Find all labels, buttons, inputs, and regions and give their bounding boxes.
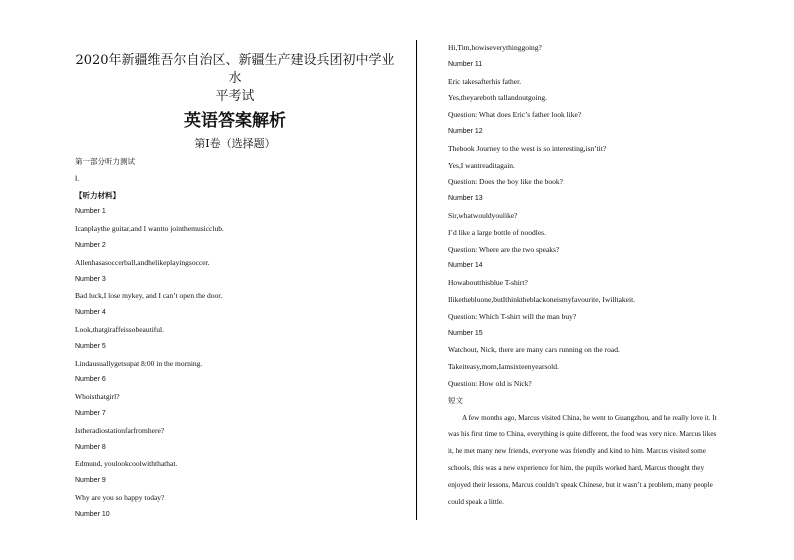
transcript-line: Whoisthatgirl? [75, 392, 120, 402]
transcript-line: Eric takesafterhis father. [448, 76, 522, 86]
transcript-line: Bad luck,I lose mykey, and I can’t open the door. [75, 291, 223, 301]
transcript-line: Question: Where are the two speaks? [448, 244, 560, 254]
question-number: Number 8 [75, 443, 106, 451]
transcript-line: 短文 [448, 395, 463, 405]
transcript-line: Istheradiostationfarfromhere? [75, 425, 165, 435]
transcript-line: 【听力材料】 [75, 190, 120, 200]
transcript-line: Lindausuallygetsupat 8:00 in the morning. [75, 358, 203, 368]
transcript-line: Yes,theyareboth tallandoutgoing. [448, 93, 548, 103]
transcript-line: Why are you so happy today? [75, 492, 165, 502]
transcript-line: Takeiteasy,mom,Iamsixteenyearsold. [448, 362, 559, 372]
passage-paragraph [448, 410, 768, 511]
paragraph-line: schools, this was a new experience for him, the pupils worked hard, Marcus thought they [448, 463, 705, 472]
volume-heading: 第Ⅰ卷（选择题） [194, 137, 276, 150]
column-divider [416, 40, 417, 520]
transcript-line: Ilikethebluone,butIthinktheblackoneismyfavourite, Iwilltakeit. [448, 294, 636, 304]
question-number: Number 10 [75, 510, 110, 518]
transcript-line: Question: What does Eric’s father look like? [448, 110, 582, 120]
paragraph-line: it, he met many new friends, everyone was friendly and kind to him. Marcus visited some [448, 447, 706, 456]
transcript-line: Look,thatgiraffeissobeautiful. [75, 324, 165, 334]
listening-transcript-left [75, 156, 395, 520]
transcript-line: Icanplaythe guitar,and I wantto jointhemusicclub. [75, 224, 224, 234]
transcript-line: Question: Does the boy like the book? [448, 177, 563, 187]
question-number: Number 5 [75, 342, 106, 350]
transcript-line: Watchout, Nick, there are many cars running on the road. [448, 345, 620, 355]
transcript-line: Allenhasasoccerball,andhelikeplayingsoccer. [75, 257, 210, 267]
question-number: Number 3 [75, 275, 106, 283]
listening-transcript-right [448, 42, 768, 406]
transcript-line: I’d like a large bottle of noodles. [448, 227, 546, 237]
question-number: Number 12 [448, 127, 483, 135]
question-number: Number 9 [75, 477, 106, 485]
right-column [448, 42, 768, 510]
exam-title [75, 52, 395, 106]
transcript-line: 第一部分听力测试 [75, 157, 135, 166]
exam-title-line1: 2020年新疆维吾尔自治区、新疆生产建设兵团初中学业水 [75, 53, 395, 86]
transcript-line: Question: How old is Nick? [448, 378, 532, 388]
subject-title: 英语答案解析 [184, 111, 286, 131]
paragraph-line: was his first time to China, everything is quite different, the food was very nice. Marcus likes [448, 430, 717, 439]
transcript-line: Thebook Journey to the west is so interesting,isn’tit? [448, 143, 607, 153]
transcript-line: Howaboutthisblue T-shirt? [448, 278, 528, 288]
question-number: Number 13 [448, 195, 483, 203]
question-number: Number 4 [75, 309, 106, 317]
transcript-line: Question: Which T-shirt will the man buy? [448, 311, 577, 321]
transcript-line: Hi,Tim,howiseverythinggoing? [448, 43, 542, 52]
exam-title-line2: 平考试 [215, 89, 255, 104]
question-number: Number 6 [75, 376, 106, 384]
question-number: Number 15 [448, 329, 483, 337]
paragraph-line: A few months ago, Marcus visited China, he went to Guangzhou, and he really love it. It [462, 413, 717, 422]
transcript-line: Sir,whatwouldyoulike? [448, 210, 518, 220]
question-number: Number 14 [448, 262, 483, 270]
left-column [75, 44, 395, 526]
question-number: Number 7 [75, 409, 106, 417]
question-number: Number 1 [75, 208, 106, 216]
paragraph-line: could speak a little. [448, 497, 504, 506]
paragraph-line: enjoyed their lessons, Marcus couldn’t speak Chinese, but it wasn’t a problem, many people [448, 480, 713, 489]
transcript-line: Edmund, youlookcoolwiththathat. [75, 459, 178, 469]
question-number: Number 11 [448, 60, 483, 68]
transcript-line: Yes,I wantreaditagain. [448, 160, 515, 170]
transcript-line: Ⅰ. [75, 173, 80, 183]
question-number: Number 2 [75, 241, 106, 249]
